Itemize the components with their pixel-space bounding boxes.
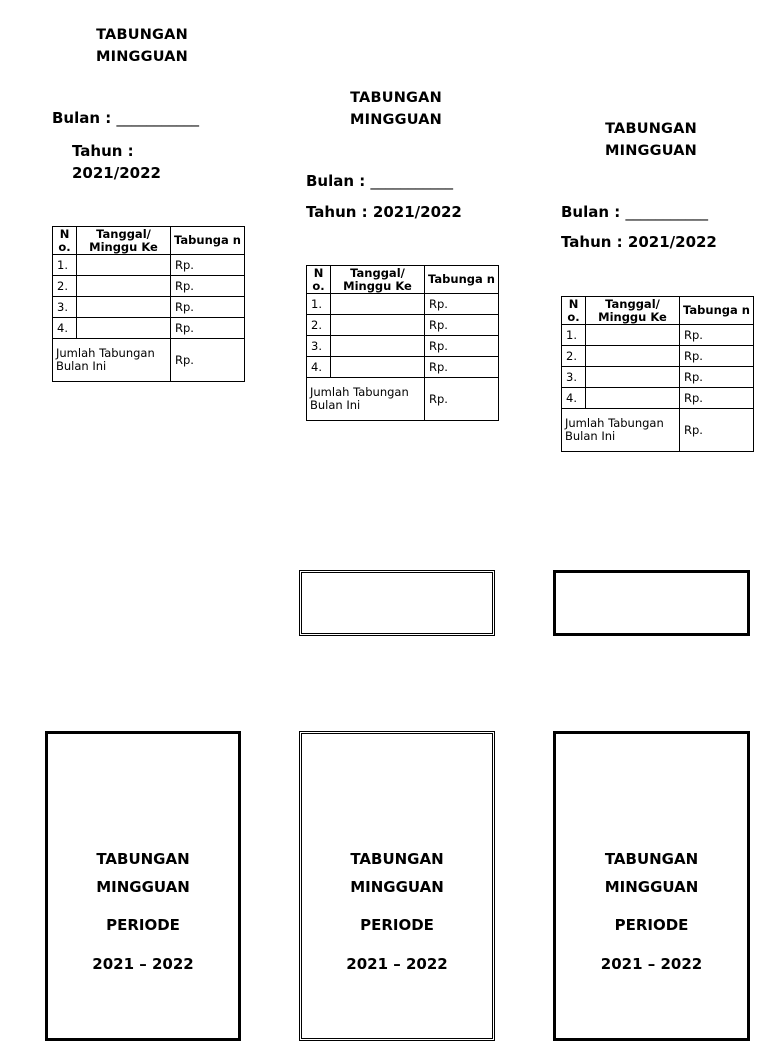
date-cell <box>586 325 680 346</box>
total-row: Jumlah Tabungan Bulan Ini Rp. <box>307 378 499 421</box>
bulan-field: Bulan : ___________ <box>52 109 199 127</box>
table-row: 1. Rp. <box>562 325 754 346</box>
cover-box: TABUNGAN MINGGUAN PERIODE 2021 – 2022 <box>45 731 241 1041</box>
table-row: 2. Rp. <box>307 315 499 336</box>
table-row: 3. Rp. <box>53 297 245 318</box>
header-date: Tanggal/ Minggu Ke <box>331 266 425 294</box>
table-row: 1. Rp. <box>53 255 245 276</box>
card-title: TABUNGAN MINGGUAN <box>349 90 443 128</box>
total-row: Jumlah Tabungan Bulan Ini Rp. <box>562 409 754 452</box>
date-cell <box>586 367 680 388</box>
bulan-field: Bulan : ___________ <box>561 203 708 221</box>
date-cell <box>331 315 425 336</box>
header-no: N o. <box>562 297 586 325</box>
table-row: 2. Rp. <box>562 346 754 367</box>
table-row: 3. Rp. <box>562 367 754 388</box>
table-row: 4. Rp. <box>307 357 499 378</box>
table-header-row <box>562 297 754 325</box>
table-row: 1. Rp. <box>307 294 499 315</box>
header-savings: Tabunga n <box>425 266 499 294</box>
date-cell <box>586 346 680 367</box>
date-cell <box>331 294 425 315</box>
cover-box: TABUNGAN MINGGUAN PERIODE 2021 – 2022 <box>553 731 750 1041</box>
table-row: 3. Rp. <box>307 336 499 357</box>
savings-table <box>306 265 499 421</box>
table-row: 2. Rp. <box>53 276 245 297</box>
tahun-field: Tahun : 2021/2022 <box>306 203 462 221</box>
date-cell <box>586 388 680 409</box>
total-row: Jumlah Tabungan Bulan Ini Rp. <box>53 339 245 382</box>
tahun-field: Tahun : 2021/2022 <box>72 142 161 182</box>
header-date: Tanggal/ Minggu Ke <box>77 227 171 255</box>
header-no: N o. <box>307 266 331 294</box>
savings-table <box>561 296 754 452</box>
table-header-row <box>307 266 499 294</box>
label-box <box>553 570 750 636</box>
label-box <box>299 570 495 636</box>
date-cell <box>331 357 425 378</box>
table-row: 4. Rp. <box>562 388 754 409</box>
bulan-field: Bulan : ___________ <box>306 172 453 190</box>
header-savings: Tabunga n <box>680 297 754 325</box>
header-no: N o. <box>53 227 77 255</box>
table-row: 4. Rp. <box>53 318 245 339</box>
cover-box: TABUNGAN MINGGUAN PERIODE 2021 – 2022 <box>299 731 495 1041</box>
tahun-field: Tahun : 2021/2022 <box>561 233 717 251</box>
date-cell <box>331 336 425 357</box>
header-savings: Tabunga n <box>171 227 245 255</box>
card-title: TABUNGAN MINGGUAN <box>95 27 189 65</box>
header-date: Tanggal/ Minggu Ke <box>586 297 680 325</box>
card-title: TABUNGAN MINGGUAN <box>604 121 698 159</box>
